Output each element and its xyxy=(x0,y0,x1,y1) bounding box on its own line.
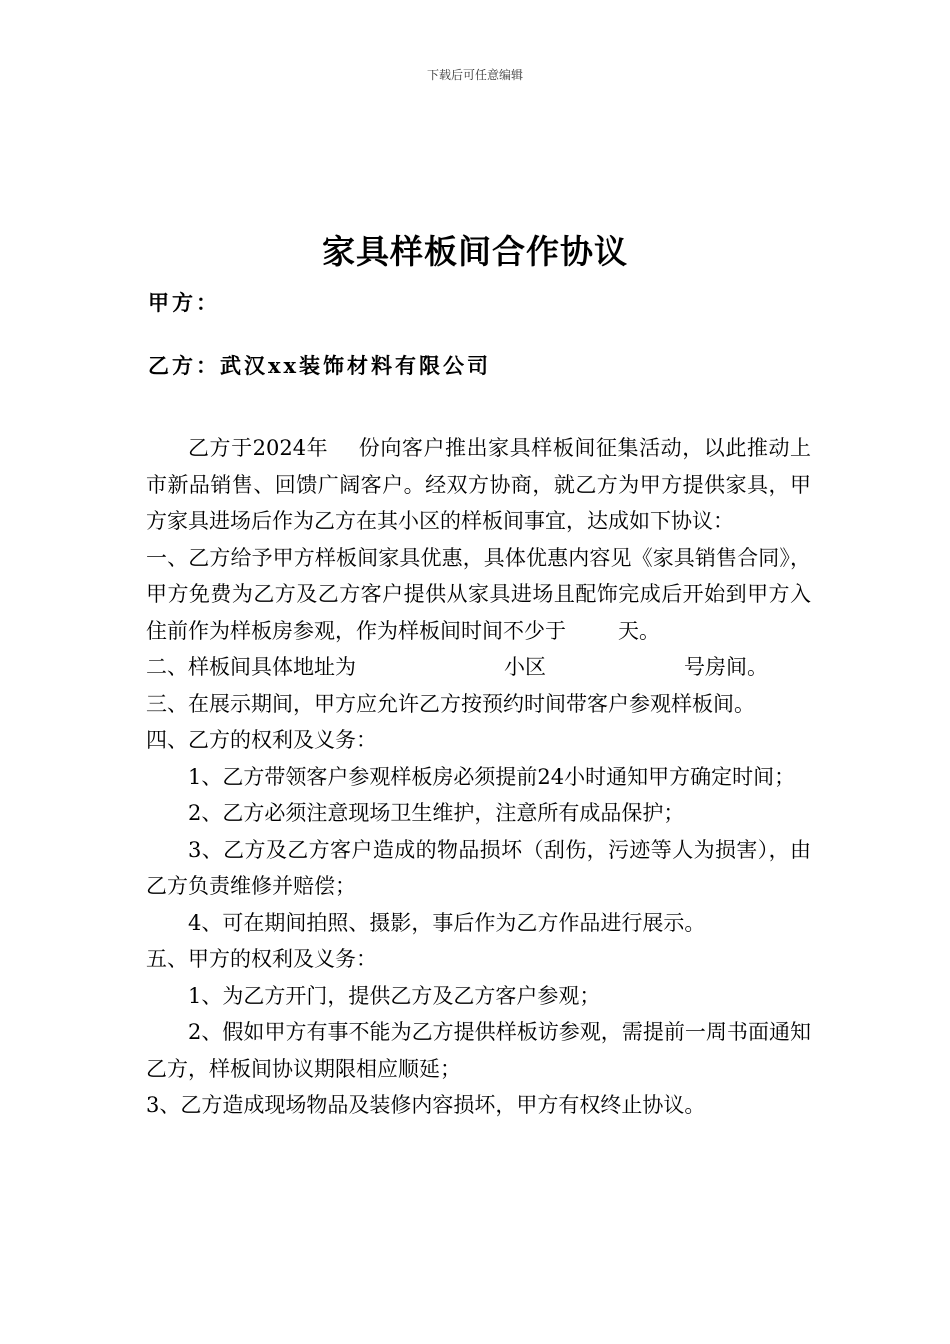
clause-5-item: 1、为乙方开门，提供乙方及乙方客户参观； xyxy=(188,983,601,1008)
agreement-body xyxy=(146,430,811,1124)
clause-1-text-end: 天。 xyxy=(618,618,660,643)
clause-4-heading: 四、乙方的权利及义务： xyxy=(146,728,377,752)
clause-4-item: 4、可在期间拍照、摄影，事后作为乙方作品进行展示。 xyxy=(188,910,706,935)
clause-4-item: 1、乙方带领客户参观样板房必须提前24小时通知甲方确定时间； xyxy=(188,764,796,789)
intro-text-part1: 乙方于2024年 xyxy=(188,436,329,460)
clause-2-room: 号房间。 xyxy=(684,655,768,679)
party-a-line: 甲方： xyxy=(148,290,220,315)
clause-2-community: 小区 xyxy=(504,655,546,679)
intro-paragraph xyxy=(146,430,811,540)
clause-5-item: 2、假如甲方有事不能为乙方提供样板访参观，需提前一周书面通知乙方，样板间协议期限相应顺延； xyxy=(146,1020,811,1081)
clause-1-text: 一、乙方给予甲方样板间家具优惠，具体优惠内容见《家具销售合同》，甲方免费为乙方及乙方客户提供从家具进场且配饰完成后开始到甲方入住前作为样板房参观，作为样板间时间不少于 xyxy=(146,545,811,643)
party-b-line: 乙方：武汉xx装饰材料有限公司 xyxy=(148,353,492,378)
header-note: 下载后可任意编辑 xyxy=(426,68,523,82)
clause-5-heading: 五、甲方的权利及义务： xyxy=(146,947,377,971)
clause-4-item: 3、乙方及乙方客户造成的物品损坏（刮伤，污迹等人为损害），由乙方负责维修并赔偿； xyxy=(146,837,811,898)
clause-2 xyxy=(146,649,811,686)
clause-3: 三、在展示期间，甲方应允许乙方按预约时间带客户参观样板间。 xyxy=(146,691,755,716)
intro-text-part2: 份向客户推出家具样板间征集活动，以此推动上市新品销售、回馈广阔客户。经双方协商，就乙方为甲方提供家具，甲方家具进场后作为乙方在其小区的样板间事宜，达成如下协议： xyxy=(146,436,811,533)
clause-4-item: 2、乙方必须注意现场卫生维护，注意所有成品保护； xyxy=(188,801,685,825)
document-title: 家具样板间合作协议 xyxy=(322,232,628,271)
clause-1 xyxy=(146,540,811,650)
clause-2-text: 二、样板间具体地址为 xyxy=(146,655,356,679)
clause-5-item: 3、乙方造成现场物品及装修内容损坏，甲方有权终止协议。 xyxy=(146,1093,706,1117)
